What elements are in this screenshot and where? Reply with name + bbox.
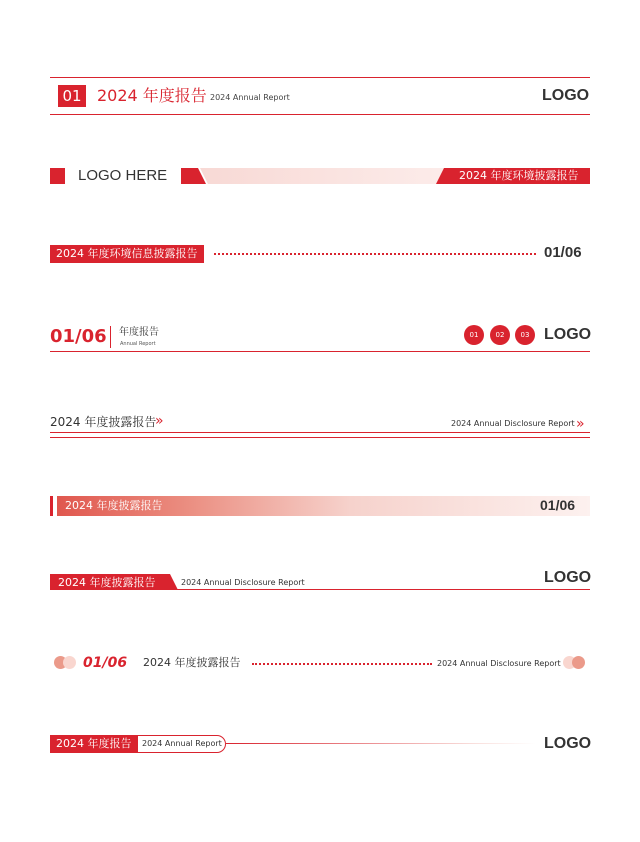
accent-bar xyxy=(50,496,53,516)
logo-text: LOGO xyxy=(542,87,590,104)
section-number: 01 xyxy=(58,85,86,107)
subtitle: Annual Report xyxy=(120,341,156,347)
top-rule xyxy=(50,77,590,78)
logo-text: LOGO xyxy=(544,735,592,752)
divider xyxy=(110,326,111,348)
title-tag: 2024 年度环境信息披露报告 xyxy=(50,245,204,263)
subtitle: 2024 Annual Report xyxy=(142,739,222,748)
banner-title: 2024 年度环境披露报告 xyxy=(459,169,579,182)
page-indicator: 01/06 xyxy=(544,244,582,261)
logo-text: LOGO xyxy=(544,326,592,343)
nav-circle-3[interactable]: 03 xyxy=(515,325,535,345)
bottom-rule xyxy=(50,114,590,115)
title: 2024 年度披露报告 xyxy=(65,499,163,512)
circle-icon-2 xyxy=(63,656,76,669)
logo-text: LOGO xyxy=(544,569,592,586)
circle-icon-4 xyxy=(572,656,585,669)
dotted-leader xyxy=(214,253,536,255)
report-title: 2024 年度报告 xyxy=(97,86,207,105)
title: 2024 年度披露报告 xyxy=(50,415,157,429)
subtitle: 2024 Annual Disclosure Report xyxy=(181,578,305,587)
bottom-rule xyxy=(50,351,590,352)
double-chevron-icon: » xyxy=(155,413,164,429)
logo-here-text: LOGO HERE xyxy=(78,167,168,184)
report-subtitle: 2024 Annual Report xyxy=(210,93,290,102)
page-indicator: 01/06 xyxy=(50,326,107,347)
gradient-rule xyxy=(226,743,536,744)
subtitle: 2024 Annual Disclosure Report xyxy=(437,659,561,668)
title-tag: 2024 年度报告 xyxy=(50,735,138,753)
page-indicator: 01/06 xyxy=(83,655,128,671)
rule-2 xyxy=(50,437,590,438)
page-indicator: 01/06 xyxy=(540,497,576,513)
dotted-leader xyxy=(252,663,432,665)
subtitle: 2024 Annual Disclosure Report xyxy=(451,419,575,428)
title: 年度报告 xyxy=(119,327,159,338)
title: 2024 年度披露报告 xyxy=(58,576,156,589)
rule-1 xyxy=(50,432,590,433)
title: 2024 年度披露报告 xyxy=(143,656,241,669)
nav-circle-1[interactable]: 01 xyxy=(464,325,484,345)
nav-circle-2[interactable]: 02 xyxy=(490,325,510,345)
double-chevron-icon-2: » xyxy=(576,416,585,432)
bottom-rule xyxy=(50,589,590,590)
